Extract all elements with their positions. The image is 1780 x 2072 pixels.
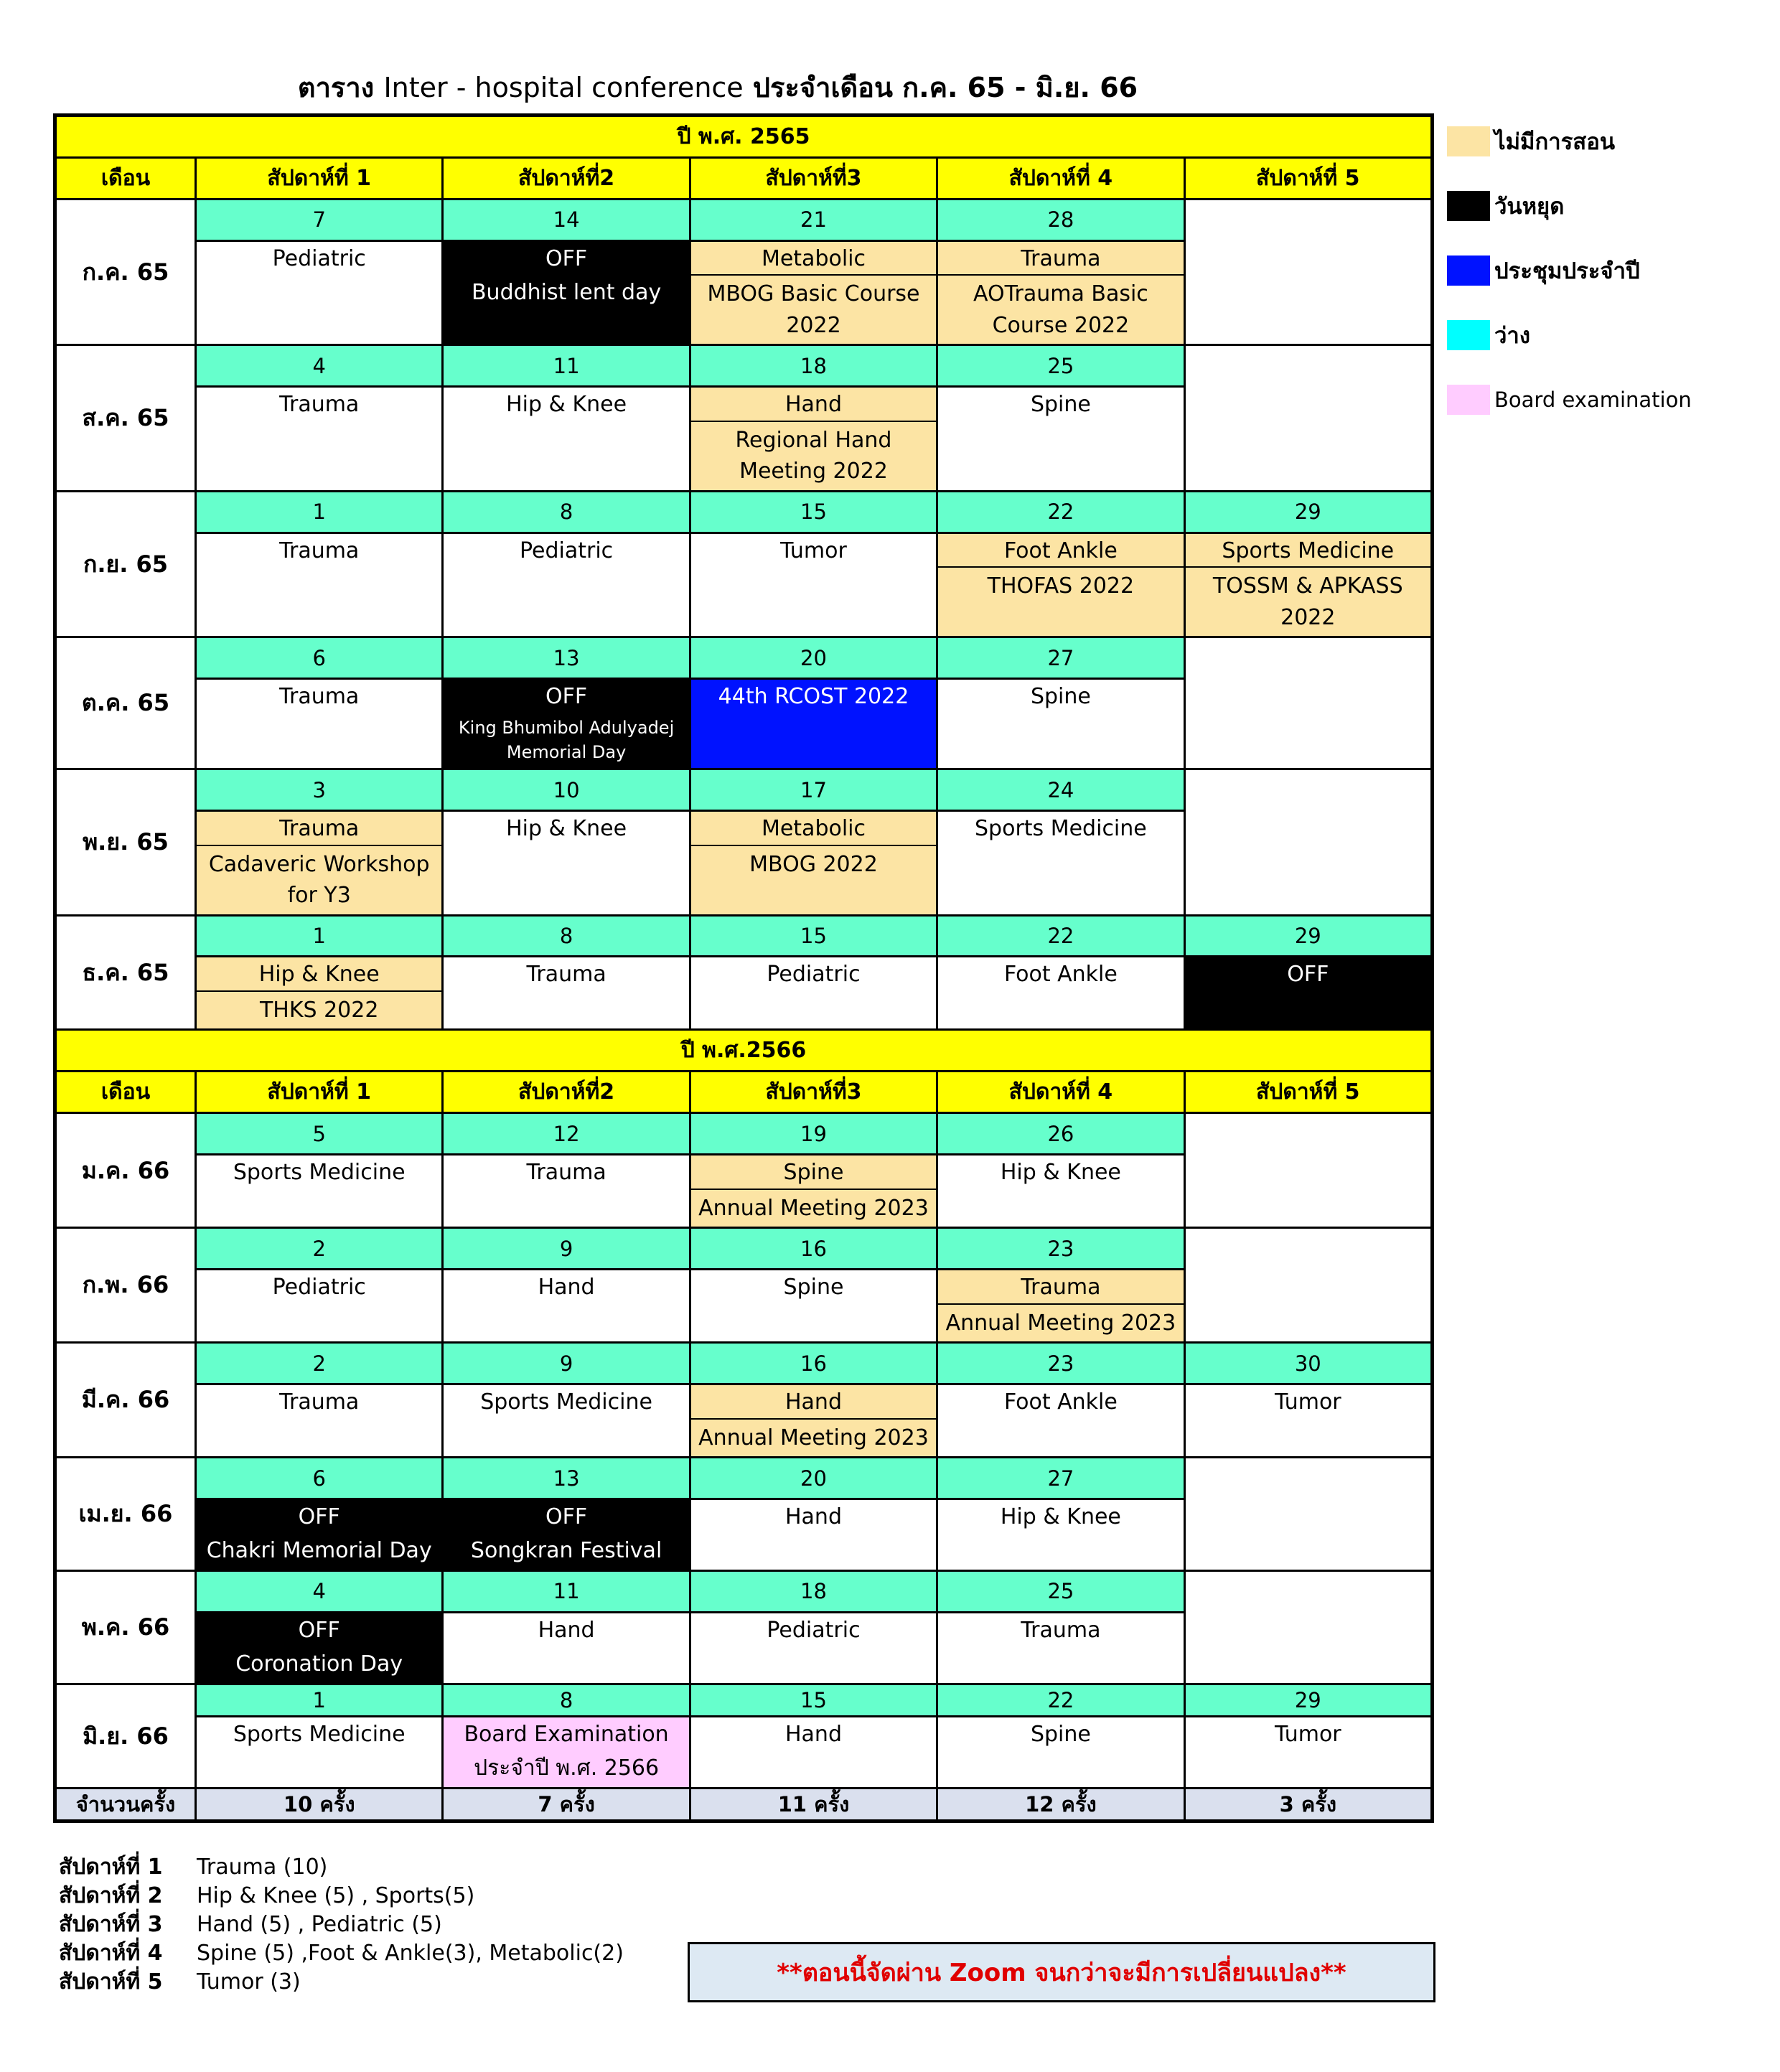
summary-text: Hip & Knee (5) , Sports(5) — [197, 1883, 475, 1908]
event-topic: Hand — [691, 388, 936, 422]
event-topic: Metabolic — [691, 812, 936, 846]
event-topic: Spine — [691, 1155, 936, 1190]
legend-swatch — [1447, 256, 1490, 286]
event-topic: Hand — [784, 1504, 842, 1529]
event-cell — [444, 957, 688, 1028]
event-topic: Spine — [1030, 392, 1091, 418]
date-cell: 21 — [691, 200, 936, 240]
summary-text: Hand (5) , Pediatric (5) — [197, 1912, 442, 1937]
legend-swatch — [1447, 385, 1490, 415]
event-cell — [938, 680, 1183, 768]
month-label: มิ.ย. 66 — [57, 1685, 195, 1787]
event-topic: Trauma — [938, 1270, 1183, 1305]
event-topic: OFF — [1287, 962, 1329, 988]
month-label: มี.ค. 66 — [57, 1344, 195, 1456]
date-cell: 29 — [1186, 1685, 1430, 1715]
event-detail: Annual Meeting 2023 — [698, 1425, 929, 1450]
event-detail: Chakri Memorial Day — [206, 1538, 432, 1564]
event-cell — [444, 1717, 688, 1787]
month-column-header: เดือน — [57, 1072, 195, 1112]
event-cell — [197, 680, 441, 768]
summary-text: Tumor (3) — [197, 1969, 301, 1994]
summary-row — [59, 1882, 624, 1911]
date-cell: 25 — [938, 346, 1183, 385]
date-cell: 3 — [197, 770, 441, 810]
page-title — [0, 66, 1435, 109]
event-cell — [444, 1500, 688, 1570]
date-cell: 2 — [197, 1229, 441, 1268]
empty-cell — [1186, 346, 1430, 489]
date-cell: 19 — [691, 1114, 936, 1153]
date-cell: 23 — [938, 1344, 1183, 1383]
event-detail: THOFAS 2022 — [987, 573, 1135, 599]
event-topic: Foot Ankle — [1003, 1389, 1118, 1415]
event-cell — [197, 1270, 441, 1341]
event-cell — [938, 1717, 1183, 1787]
empty-cell — [1186, 1114, 1430, 1227]
event-cell — [938, 1155, 1183, 1227]
summary-row — [59, 1939, 624, 1968]
week-column-header: สัปดาห์ที่3 — [691, 159, 936, 198]
week-column-header: สัปดาห์ที่ 1 — [197, 159, 441, 198]
summary-week: สัปดาห์ที่ 3 — [59, 1912, 163, 1937]
event-topic: Foot Ankle — [938, 534, 1183, 568]
event-topic: OFF — [298, 1617, 340, 1643]
event-cell — [197, 957, 441, 1028]
count-value: 10 ครั้ง — [197, 1789, 441, 1819]
event-cell — [691, 1385, 936, 1456]
event-topic: Spine — [1030, 1721, 1091, 1747]
event-cell — [197, 534, 441, 637]
empty-cell — [1186, 1229, 1430, 1341]
count-value: 7 ครั้ง — [444, 1789, 688, 1819]
summary-week: สัปดาห์ที่ 1 — [59, 1855, 163, 1880]
zoom-note: **ตอนนี้จัดผ่าน Zoom จนกว่าจะมีการเปลี่ยนแปลง** — [688, 1942, 1435, 2002]
legend-swatch — [1447, 320, 1490, 350]
year-header: ปี พ.ศ.2566 — [57, 1031, 1430, 1070]
event-topic: Pediatric — [767, 1617, 861, 1643]
event-topic: Sports Medicine — [480, 1389, 652, 1415]
event-cell — [1186, 1385, 1430, 1456]
date-cell: 24 — [938, 770, 1183, 810]
event-topic: Spine — [783, 1275, 844, 1300]
event-cell — [444, 812, 688, 914]
date-cell: 16 — [691, 1344, 936, 1383]
event-detail: Songkran Festival — [470, 1538, 662, 1564]
event-cell — [691, 242, 936, 344]
date-cell: 12 — [444, 1114, 688, 1153]
event-cell — [444, 388, 688, 490]
event-cell — [444, 1613, 688, 1683]
event-topic: Spine — [1030, 684, 1091, 710]
event-topic: Sports Medicine — [233, 1160, 406, 1186]
event-topic: Trauma — [526, 1160, 606, 1186]
week-column-header: สัปดาห์ที่ 4 — [938, 159, 1183, 198]
date-cell: 14 — [444, 200, 688, 240]
legend-label: ว่าง — [1494, 323, 1530, 349]
date-cell: 20 — [691, 1458, 936, 1498]
date-cell: 8 — [444, 492, 688, 532]
event-topic: OFF — [545, 245, 588, 271]
date-cell: 2 — [197, 1344, 441, 1383]
event-detail: Cadaveric Workshop for Y3 — [208, 851, 430, 909]
event-topic: Hip & Knee — [197, 957, 441, 992]
event-cell — [938, 1385, 1183, 1456]
date-cell: 15 — [691, 492, 936, 532]
date-cell: 8 — [444, 1685, 688, 1715]
event-topic: Trauma — [938, 242, 1183, 276]
date-cell: 1 — [197, 917, 441, 956]
event-topic: Hand — [691, 1385, 936, 1420]
date-cell: 15 — [691, 1685, 936, 1715]
event-topic: OFF — [545, 1504, 588, 1529]
date-cell: 1 — [197, 492, 441, 532]
legend-label: ไม่มีการสอน — [1494, 129, 1616, 155]
week-column-header: สัปดาห์ที่ 5 — [1186, 1072, 1430, 1112]
event-topic: Hip & Knee — [506, 816, 627, 842]
date-cell: 25 — [938, 1572, 1183, 1611]
event-topic: Metabolic — [691, 242, 936, 276]
event-cell — [691, 1717, 936, 1787]
event-topic: Hip & Knee — [1000, 1160, 1121, 1186]
event-topic: Pediatric — [272, 245, 366, 271]
event-cell — [197, 1385, 441, 1456]
week-summary — [59, 1853, 624, 1997]
event-cell — [197, 1155, 441, 1227]
date-cell: 7 — [197, 200, 441, 240]
event-detail: ประจำปี พ.ศ. 2566 — [474, 1755, 660, 1781]
title-suffix: ประจำเดือน ก.ค. 65 - มิ.ย. 66 — [752, 72, 1138, 103]
event-topic: Sports Medicine — [975, 816, 1147, 842]
date-cell: 13 — [444, 1458, 688, 1498]
date-cell: 20 — [691, 638, 936, 678]
event-topic: OFF — [298, 1504, 340, 1529]
event-cell — [691, 812, 936, 914]
date-cell: 29 — [1186, 492, 1430, 532]
event-cell — [197, 1717, 441, 1787]
event-cell — [938, 1270, 1183, 1341]
event-topic: Pediatric — [767, 962, 861, 988]
event-cell — [691, 534, 936, 637]
event-cell — [197, 388, 441, 490]
event-cell — [1186, 957, 1430, 1028]
event-detail: MBOG Basic Course 2022 — [707, 281, 920, 338]
empty-cell — [1186, 770, 1430, 914]
legend-label: วันหยุด — [1494, 194, 1565, 220]
week-column-header: สัปดาห์ที่2 — [444, 159, 688, 198]
count-value: 11 ครั้ง — [691, 1789, 936, 1819]
date-cell: 13 — [444, 638, 688, 678]
event-topic: Trauma — [197, 812, 441, 846]
event-cell — [691, 388, 936, 490]
date-cell: 18 — [691, 1572, 936, 1611]
event-detail: Coronation Day — [235, 1651, 403, 1677]
empty-cell — [1186, 200, 1430, 344]
legend-swatch — [1447, 191, 1490, 221]
event-topic: Trauma — [279, 392, 360, 418]
event-topic: Trauma — [279, 538, 360, 563]
date-cell: 9 — [444, 1344, 688, 1383]
event-cell — [691, 957, 936, 1028]
event-cell — [444, 242, 688, 344]
event-topic: Sports Medicine — [1186, 534, 1430, 568]
date-cell: 4 — [197, 346, 441, 385]
month-column-header: เดือน — [57, 159, 195, 198]
event-cell — [938, 1613, 1183, 1683]
date-cell: 26 — [938, 1114, 1183, 1153]
event-cell — [691, 1155, 936, 1227]
event-cell — [197, 1613, 441, 1683]
event-topic: Board Examination — [464, 1721, 669, 1747]
event-cell — [444, 1385, 688, 1456]
month-label: พ.ค. 66 — [57, 1572, 195, 1683]
date-cell: 27 — [938, 1458, 1183, 1498]
month-label: ม.ค. 66 — [57, 1114, 195, 1227]
event-cell — [691, 680, 936, 768]
event-cell — [444, 1155, 688, 1227]
event-topic: Hand — [538, 1275, 595, 1300]
legend-item — [1447, 367, 1692, 432]
date-cell: 29 — [1186, 917, 1430, 956]
date-cell: 16 — [691, 1229, 936, 1268]
legend-item — [1447, 109, 1692, 174]
week-column-header: สัปดาห์ที่3 — [691, 1072, 936, 1112]
event-cell — [197, 1500, 441, 1570]
event-detail: MBOG 2022 — [749, 851, 878, 877]
event-topic: Trauma — [279, 1389, 360, 1415]
date-cell: 1 — [197, 1685, 441, 1715]
event-detail: Annual Meeting 2023 — [698, 1195, 929, 1221]
event-topic: Hand — [538, 1617, 595, 1643]
title-middle: Inter - hospital conference — [383, 72, 744, 103]
event-cell — [444, 1270, 688, 1341]
year-header: ปี พ.ศ. 2565 — [57, 117, 1430, 156]
summary-row — [59, 1853, 624, 1882]
schedule-table — [53, 113, 1434, 1823]
empty-cell — [1186, 1572, 1430, 1683]
date-cell: 30 — [1186, 1344, 1430, 1383]
month-label: ก.ย. 65 — [57, 492, 195, 636]
event-detail: Buddhist lent day — [471, 280, 662, 306]
date-cell: 28 — [938, 200, 1183, 240]
date-cell: 5 — [197, 1114, 441, 1153]
date-cell: 22 — [938, 1685, 1183, 1715]
event-cell — [691, 1613, 936, 1683]
event-cell — [1186, 1717, 1430, 1787]
count-value: 3 ครั้ง — [1186, 1789, 1430, 1819]
date-cell: 10 — [444, 770, 688, 810]
event-topic: Sports Medicine — [233, 1721, 406, 1747]
date-cell: 11 — [444, 1572, 688, 1611]
event-cell — [197, 242, 441, 344]
month-label: พ.ย. 65 — [57, 770, 195, 914]
event-cell — [938, 242, 1183, 344]
event-topic: Tumor — [1274, 1721, 1341, 1747]
date-cell: 17 — [691, 770, 936, 810]
event-detail: TOSSM & APKASS 2022 — [1212, 573, 1403, 630]
event-cell — [691, 1270, 936, 1341]
legend-item — [1447, 174, 1692, 238]
summary-week: สัปดาห์ที่ 5 — [59, 1969, 163, 1994]
date-cell: 4 — [197, 1572, 441, 1611]
month-label: ธ.ค. 65 — [57, 917, 195, 1029]
date-cell: 11 — [444, 346, 688, 385]
date-cell: 9 — [444, 1229, 688, 1268]
event-topic: Hip & Knee — [1000, 1504, 1121, 1529]
summary-week: สัปดาห์ที่ 4 — [59, 1941, 163, 1966]
summary-text: Spine (5) ,Foot & Ankle(3), Metabolic(2) — [197, 1941, 624, 1966]
event-detail: Regional Hand Meeting 2022 — [735, 427, 892, 484]
legend-label: ประชุมประจำปี — [1494, 258, 1640, 284]
event-topic: Pediatric — [272, 1275, 366, 1300]
event-topic: Tumor — [780, 538, 847, 563]
event-cell — [938, 534, 1183, 637]
event-topic: Hip & Knee — [506, 392, 627, 418]
event-cell — [691, 1500, 936, 1570]
month-label: เม.ย. 66 — [57, 1458, 195, 1570]
legend-item — [1447, 238, 1692, 303]
date-cell: 15 — [691, 917, 936, 956]
empty-cell — [1186, 638, 1430, 768]
event-topic: Trauma — [526, 962, 606, 988]
date-cell: 22 — [938, 492, 1183, 532]
event-cell — [938, 388, 1183, 490]
event-detail: AOTrauma Basic Course 2022 — [973, 281, 1148, 338]
event-topic: 44th RCOST 2022 — [718, 684, 909, 710]
date-cell: 27 — [938, 638, 1183, 678]
date-cell: 6 — [197, 1458, 441, 1498]
legend — [1447, 109, 1692, 432]
event-topic: Hand — [784, 1721, 842, 1747]
week-column-header: สัปดาห์ที่ 1 — [197, 1072, 441, 1112]
summary-week: สัปดาห์ที่ 2 — [59, 1883, 163, 1908]
date-cell: 18 — [691, 346, 936, 385]
event-topic: Trauma — [279, 684, 360, 710]
empty-cell — [1186, 1458, 1430, 1570]
summary-text: Trauma (10) — [197, 1855, 328, 1880]
legend-label: Board examination — [1494, 388, 1692, 412]
count-value: 12 ครั้ง — [938, 1789, 1183, 1819]
legend-item — [1447, 303, 1692, 367]
event-cell — [444, 680, 688, 768]
week-column-header: สัปดาห์ที่ 4 — [938, 1072, 1183, 1112]
summary-row — [59, 1968, 624, 1997]
date-cell: 23 — [938, 1229, 1183, 1268]
count-label: จำนวนครั้ง — [57, 1789, 195, 1819]
week-column-header: สัปดาห์ที่ 5 — [1186, 159, 1430, 198]
week-column-header: สัปดาห์ที่2 — [444, 1072, 688, 1112]
event-topic: OFF — [545, 684, 588, 710]
event-detail: THKS 2022 — [259, 997, 379, 1023]
month-label: ก.ค. 65 — [57, 200, 195, 344]
event-cell — [444, 534, 688, 637]
date-cell: 22 — [938, 917, 1183, 956]
month-label: ก.พ. 66 — [57, 1229, 195, 1341]
event-topic: Tumor — [1274, 1389, 1341, 1415]
event-cell — [938, 812, 1183, 914]
event-detail: Annual Meeting 2023 — [945, 1310, 1176, 1336]
event-detail: King Bhumibol Adulyadej Memorial Day — [458, 717, 675, 763]
event-cell — [1186, 534, 1430, 637]
summary-row — [59, 1911, 624, 1939]
event-cell — [938, 957, 1183, 1028]
event-topic: Trauma — [1021, 1617, 1101, 1643]
event-cell — [197, 812, 441, 914]
month-label: ต.ค. 65 — [57, 638, 195, 768]
event-topic: Pediatric — [520, 538, 614, 563]
month-label: ส.ค. 65 — [57, 346, 195, 489]
title-prefix: ตาราง — [297, 72, 375, 103]
date-cell: 8 — [444, 917, 688, 956]
event-topic: Foot Ankle — [1003, 962, 1118, 988]
event-cell — [938, 1500, 1183, 1570]
date-cell: 6 — [197, 638, 441, 678]
legend-swatch — [1447, 126, 1490, 156]
